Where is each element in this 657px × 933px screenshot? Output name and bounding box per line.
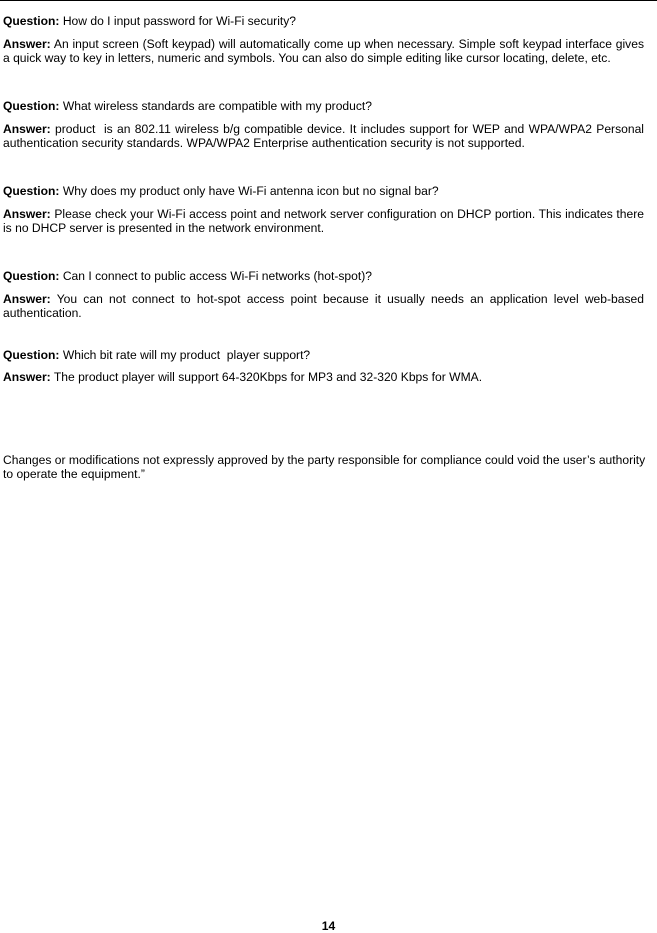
faq-item bbox=[3, 14, 644, 65]
compliance-note: Changes or modifications not expressly approved by the party responsible for compliance could void the user’s authority to operate the equipment.” bbox=[3, 453, 646, 481]
answer-label: Answer: bbox=[3, 292, 51, 306]
answer-label: Answer: bbox=[3, 207, 51, 221]
question-text: What wireless standards are compatible with my product? bbox=[62, 99, 373, 113]
question-label: Question: bbox=[3, 99, 60, 113]
faq-section bbox=[3, 14, 648, 384]
question-label: Question: bbox=[3, 348, 60, 362]
question-text: Why does my product only have Wi-Fi antenna icon but no signal bar? bbox=[62, 184, 439, 198]
answer-line bbox=[3, 37, 644, 65]
answer-text: You can not connect to hot-spot access point because it usually needs an application level web-based authentication. bbox=[3, 292, 644, 320]
question-line bbox=[3, 14, 644, 28]
question-line bbox=[3, 99, 644, 113]
answer-text: The product player will support 64-320Kbps for MP3 and 32-320 Kbps for WMA. bbox=[53, 370, 483, 384]
answer-text: An input screen (Soft keypad) will automatically come up when necessary. Simple soft keypad interface gives a quick way to key in letters, numeric and symbols. You can also do simple editing like cursor locating, delete, etc. bbox=[3, 37, 644, 65]
answer-line bbox=[3, 207, 644, 235]
answer-line bbox=[3, 122, 648, 150]
faq-item bbox=[3, 269, 644, 320]
faq-item bbox=[3, 99, 648, 150]
answer-label: Answer: bbox=[3, 370, 51, 384]
top-rule bbox=[0, 0, 657, 1]
answer-label: Answer: bbox=[3, 122, 51, 136]
faq-item bbox=[3, 348, 644, 384]
question-text: Can I connect to public access Wi-Fi networks (hot-spot)? bbox=[62, 269, 372, 283]
answer-text: product is an 802.11 wireless b/g compatible device. It includes support for WEP and WPA/WPA2 Personal authentication security standards. WPA/WPA2 Enterprise authentication security is not supported. bbox=[3, 122, 648, 150]
answer-label: Answer: bbox=[3, 37, 51, 51]
question-text: How do I input password for Wi-Fi security? bbox=[62, 14, 297, 28]
question-text: Which bit rate will my product player support? bbox=[62, 348, 311, 362]
question-label: Question: bbox=[3, 14, 60, 28]
faq-item bbox=[3, 184, 644, 235]
question-label: Question: bbox=[3, 269, 60, 283]
question-line bbox=[3, 184, 644, 198]
question-label: Question: bbox=[3, 184, 60, 198]
answer-line bbox=[3, 292, 644, 320]
page-number: 14 bbox=[321, 919, 336, 933]
question-line bbox=[3, 348, 644, 362]
question-line bbox=[3, 269, 644, 283]
answer-text: Please check your Wi-Fi access point and network server configuration on DHCP portion. This indicates there is no DHCP server is presented in the network environment. bbox=[3, 207, 644, 235]
answer-line bbox=[3, 370, 644, 384]
